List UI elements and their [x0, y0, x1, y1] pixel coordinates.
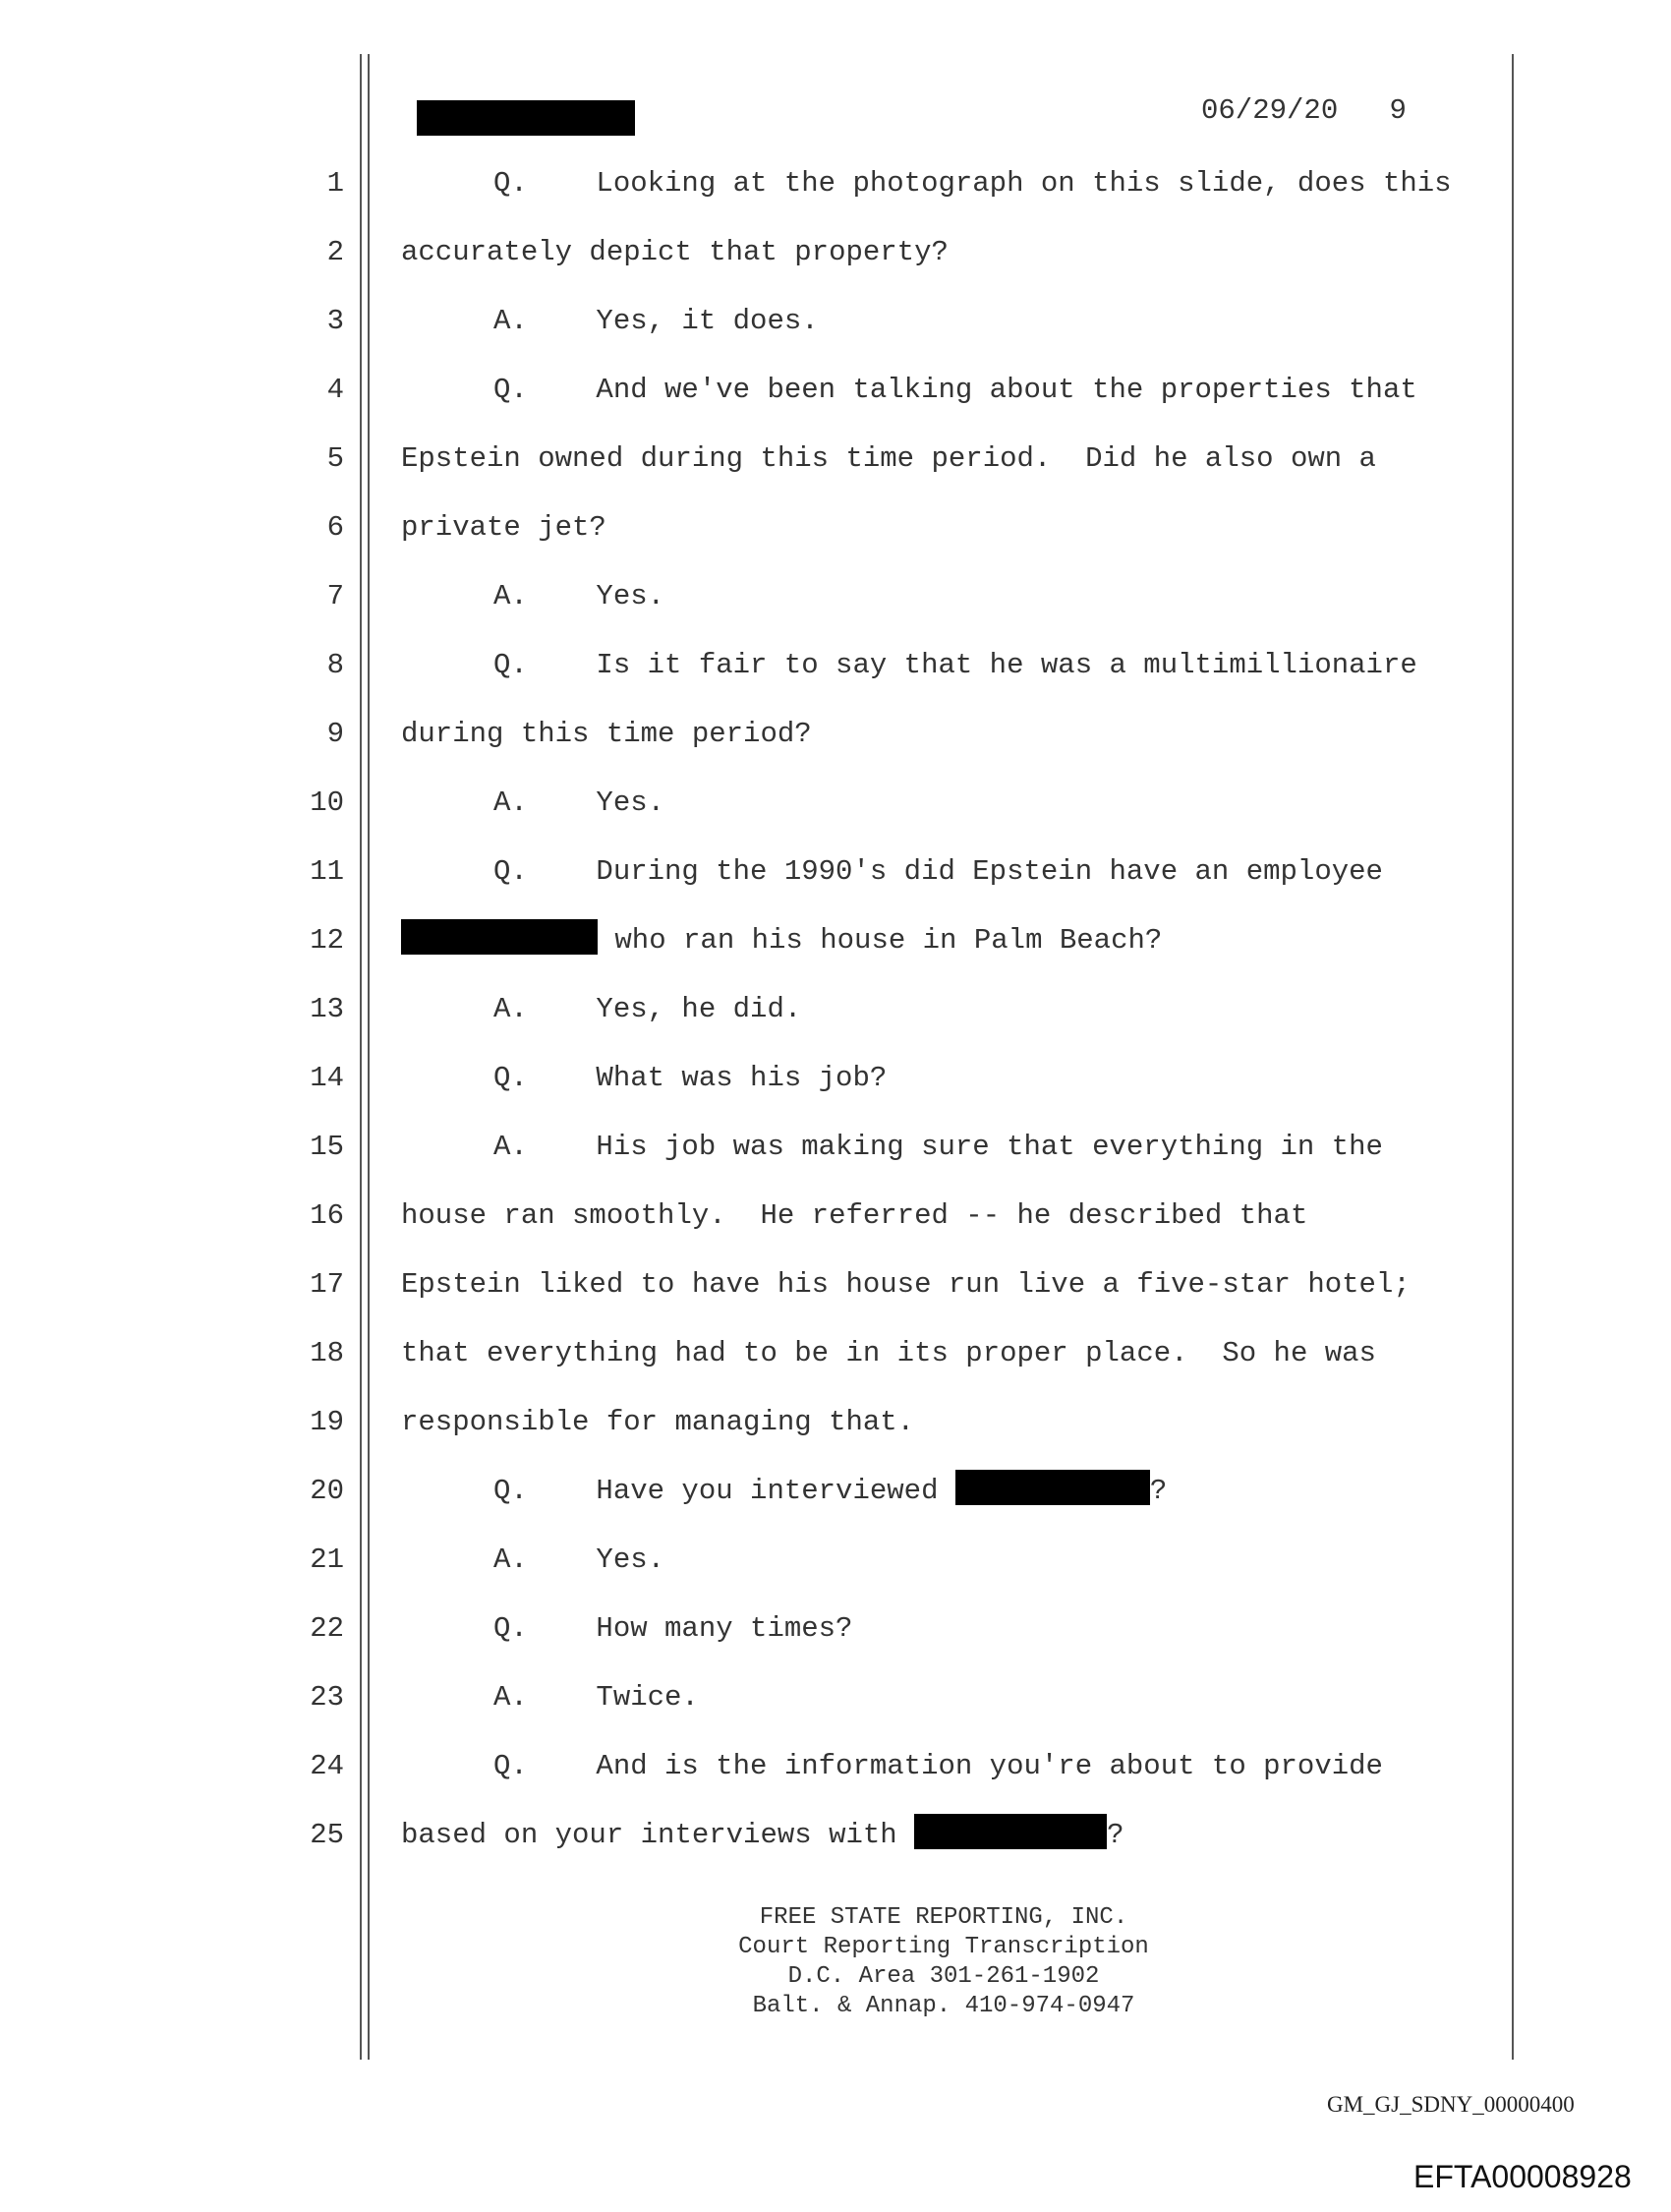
line-number: 19: [310, 1406, 344, 1438]
line-number: 11: [310, 855, 344, 888]
transcript-line: [0, 700, 1671, 769]
transcript-line: [0, 1732, 1671, 1801]
line-number: 10: [310, 786, 344, 819]
transcript-line: [0, 218, 1671, 287]
line-number: 13: [310, 993, 344, 1025]
line-text: A. Yes.: [493, 786, 665, 819]
transcript-line: [0, 838, 1671, 906]
line-text: Q. And is the information you're about to provide: [493, 1750, 1383, 1782]
line-number: 1: [326, 167, 344, 200]
transcript-line: [0, 1663, 1671, 1732]
line-text: Q. Have you interviewed: [493, 1475, 955, 1507]
transcript-line: [0, 1044, 1671, 1113]
line-number: 16: [310, 1199, 344, 1232]
line-text: A. Yes, he did.: [493, 993, 802, 1025]
line-number: 18: [310, 1337, 344, 1369]
line-text: based on your interviews with: [401, 1819, 915, 1851]
line-text: that everything had to be in its proper place. So he was: [401, 1337, 1376, 1369]
line-text-with-redaction: [401, 1801, 1124, 1870]
header-date-page: [1201, 94, 1407, 127]
line-text: who ran his house in Palm Beach?: [598, 924, 1163, 957]
line-text: A. His job was making sure that everything in the: [493, 1131, 1383, 1163]
line-text: A. Yes.: [493, 1543, 665, 1576]
line-text: accurately depict that property?: [401, 236, 949, 268]
line-text: Q. And we've been talking about the properties that: [493, 374, 1417, 406]
transcript-line: [0, 149, 1671, 218]
transcript-line: [0, 287, 1671, 356]
line-number: 9: [326, 718, 344, 750]
line-text: A. Yes, it does.: [493, 305, 819, 337]
header-page-number: 9: [1389, 94, 1407, 127]
line-number: 3: [326, 305, 344, 337]
line-text: Q. Looking at the photograph on this slide, does this: [493, 167, 1452, 200]
line-text-end: ?: [1149, 1475, 1168, 1507]
line-number: 23: [310, 1681, 344, 1714]
line-text: responsible for managing that.: [401, 1406, 915, 1438]
reporter-footer: [580, 1903, 1307, 2021]
header-redaction: [417, 100, 635, 136]
line-number: 21: [310, 1543, 344, 1576]
line-number: 4: [326, 374, 344, 406]
line-number: 6: [326, 511, 344, 544]
header-date: 06/29/20: [1201, 94, 1339, 127]
transcript-line: [0, 494, 1671, 562]
line-number: 12: [310, 924, 344, 957]
line-text: private jet?: [401, 511, 606, 544]
transcript-line: [0, 1526, 1671, 1595]
line-text: A. Twice.: [493, 1681, 699, 1714]
transcript-line: [0, 631, 1671, 700]
line-text: A. Yes.: [493, 580, 665, 612]
footer-service: Court Reporting Transcription: [738, 1934, 1149, 1960]
transcript-line: [0, 906, 1671, 975]
line-text: house ran smoothly. He referred -- he described that: [401, 1199, 1308, 1232]
line-number: 22: [310, 1612, 344, 1645]
transcript-line: [0, 1595, 1671, 1663]
efta-number: EFTA00008928: [1413, 2159, 1632, 2194]
footer-company: FREE STATE REPORTING, INC.: [759, 1904, 1128, 1931]
line-number: 5: [326, 442, 344, 475]
line-number: 25: [310, 1819, 344, 1851]
transcript-line: [0, 769, 1671, 838]
name-redaction: [914, 1814, 1107, 1849]
line-number: 17: [310, 1268, 344, 1301]
line-number: 14: [310, 1062, 344, 1094]
line-text: during this time period?: [401, 718, 812, 750]
name-redaction: [401, 919, 598, 955]
footer-balt-phone: Balt. & Annap. 410-974-0947: [752, 1993, 1135, 2019]
transcript-line: [0, 1113, 1671, 1182]
line-number: 7: [326, 580, 344, 612]
line-text: Q. Is it fair to say that he was a multimillionaire: [493, 649, 1417, 681]
transcript-line: [0, 1319, 1671, 1388]
line-number: 8: [326, 649, 344, 681]
transcript-line: [0, 356, 1671, 425]
line-text-with-redaction: [493, 1457, 1167, 1526]
line-text: Q. What was his job?: [493, 1062, 888, 1094]
name-redaction: [955, 1470, 1150, 1505]
bates-number: GM_GJ_SDNY_00000400: [1327, 2092, 1575, 2117]
transcript-line: [0, 975, 1671, 1044]
line-text-end: ?: [1107, 1819, 1124, 1851]
transcript-line: [0, 425, 1671, 494]
line-text: Epstein owned during this time period. Did he also own a: [401, 442, 1376, 475]
line-number: 2: [326, 236, 344, 268]
transcript-line: [0, 1182, 1671, 1251]
transcript-line: [0, 1251, 1671, 1319]
line-text: Epstein liked to have his house run live a five-star hotel;: [401, 1268, 1411, 1301]
line-text: Q. How many times?: [493, 1612, 853, 1645]
line-text-with-redaction: [401, 906, 1162, 975]
transcript-line: [0, 1801, 1671, 1870]
transcript-line: [0, 562, 1671, 631]
footer-dc-phone: D.C. Area 301-261-1902: [787, 1963, 1100, 1990]
line-number: 15: [310, 1131, 344, 1163]
transcript-line: [0, 1457, 1671, 1526]
line-number: 20: [310, 1475, 344, 1507]
transcript-line: [0, 1388, 1671, 1457]
line-text: Q. During the 1990's did Epstein have an employee: [493, 855, 1383, 888]
line-number: 24: [310, 1750, 344, 1782]
